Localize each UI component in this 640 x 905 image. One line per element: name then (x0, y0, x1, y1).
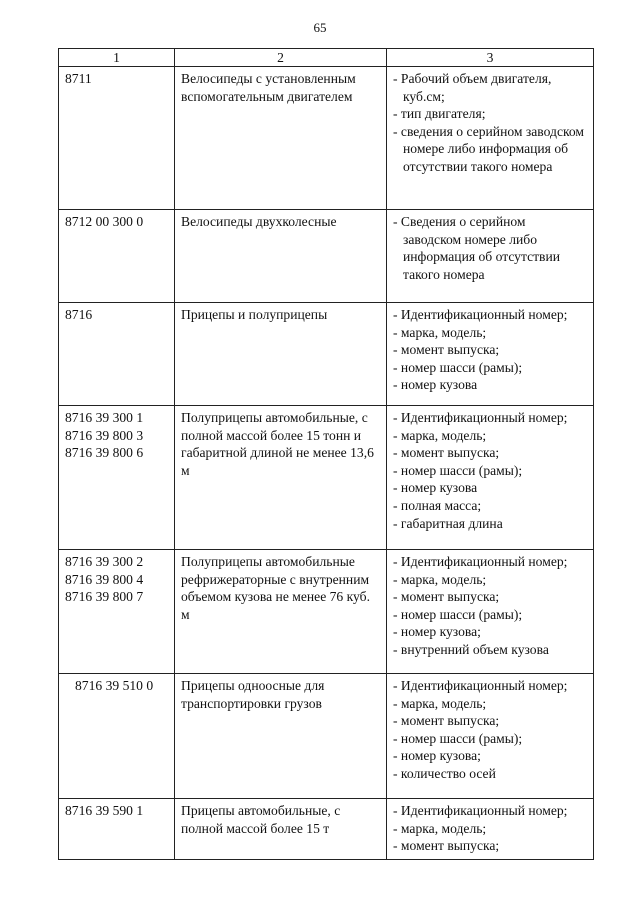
code-value: 8716 39 800 4 (65, 571, 144, 587)
parameter-item: - номер шасси (рамы); (393, 462, 523, 478)
description-cell (175, 67, 387, 210)
column-header-3: 3 (387, 49, 594, 67)
description-text: Велосипеды с установленным вспомогательным двигателем (181, 71, 356, 104)
table-header-row (59, 49, 594, 67)
parameter-item: - номер кузова (393, 377, 478, 393)
parameter-item: - Идентификационный номер; (393, 410, 568, 425)
code-value: 8716 39 300 2 (65, 554, 144, 569)
parameters-cell (387, 406, 594, 550)
code-value: 8716 39 510 0 (75, 678, 154, 693)
code-cell (59, 550, 175, 674)
table-row (59, 550, 594, 674)
description-cell (175, 303, 387, 406)
code-value: 8712 00 300 0 (65, 214, 144, 229)
parameter-item: - Идентификационный номер; (393, 307, 568, 322)
description-text: Прицепы автомобильные, с полной массой более 15 т (181, 803, 341, 836)
table-row (59, 406, 594, 550)
parameter-item: - полная масса; (393, 497, 482, 513)
parameter-item: - номер шасси (рамы); (393, 359, 523, 375)
parameters-cell (387, 550, 594, 674)
parameter-item: - внутренний объем кузова (393, 641, 549, 657)
parameter-item: - Сведения о серийном заводском номере либо информация об отсутствии такого номера (393, 214, 561, 282)
table-row (59, 67, 594, 210)
table-row (59, 799, 594, 860)
description-text: Полуприцепы автомобильные рефрижераторные с внутренним объемом кузова не менее 76 куб. м (181, 554, 370, 622)
parameter-item: - марка, модель; (393, 571, 487, 587)
table-row (59, 210, 594, 303)
parameter-item: - момент выпуска; (393, 713, 500, 729)
code-cell (59, 674, 175, 799)
parameter-item: - марка, модель; (393, 324, 487, 340)
code-value: 8716 39 800 3 (65, 427, 144, 443)
parameters-cell (387, 799, 594, 860)
code-cell (59, 303, 175, 406)
description-text: Полуприцепы автомобильные, с полной массой более 15 тонн и габаритной длиной не менее 13,6 м (181, 410, 374, 478)
parameter-item: - Рабочий объем двигателя, куб.см; (393, 71, 552, 104)
description-cell (175, 210, 387, 303)
parameter-item: - марка, модель; (393, 695, 487, 711)
parameters-cell (387, 674, 594, 799)
parameter-item: - Идентификационный номер; (393, 554, 568, 569)
table-row (59, 674, 594, 799)
code-cell (59, 799, 175, 860)
parameters-cell (387, 210, 594, 303)
code-cell (59, 67, 175, 210)
parameter-item: - момент выпуска; (393, 342, 500, 358)
code-value: 8711 (65, 71, 92, 86)
parameter-item: - номер кузова; (393, 624, 481, 640)
code-value: 8716 39 590 1 (65, 803, 144, 818)
description-cell (175, 550, 387, 674)
parameter-item: - момент выпуска; (393, 589, 500, 605)
parameter-item: - номер кузова (393, 480, 478, 496)
parameter-item: - марка, модель; (393, 427, 487, 443)
parameter-item: - сведения о серийном заводском номере либо информация об отсутствии такого номера (393, 123, 585, 174)
description-text: Прицепы и полуприцепы (181, 307, 328, 322)
code-value: 8716 39 300 1 (65, 410, 144, 425)
goods-parameters-table (58, 48, 594, 860)
code-cell (59, 406, 175, 550)
parameter-item: - количество осей (393, 765, 496, 781)
parameter-item: - Идентификационный номер; (393, 803, 568, 818)
parameter-item: - момент выпуска; (393, 838, 500, 854)
code-value: 8716 (65, 307, 93, 322)
description-cell (175, 406, 387, 550)
description-text: Прицепы одноосные для транспортировки грузов (181, 678, 325, 711)
code-value: 8716 39 800 6 (65, 445, 144, 461)
parameter-item: - тип двигателя; (393, 106, 486, 122)
parameters-cell (387, 303, 594, 406)
parameter-item: - Идентификационный номер; (393, 678, 568, 693)
parameter-item: - номер шасси (рамы); (393, 730, 523, 746)
description-cell (175, 799, 387, 860)
code-cell (59, 210, 175, 303)
code-value: 8716 39 800 7 (65, 589, 144, 605)
parameter-item: - номер кузова; (393, 748, 481, 764)
column-header-1: 1 (59, 49, 175, 67)
table-row (59, 303, 594, 406)
description-cell (175, 674, 387, 799)
parameters-cell (387, 67, 594, 210)
parameter-item: - марка, модель; (393, 820, 487, 836)
column-header-2: 2 (175, 49, 387, 67)
parameter-item: - габаритная длина (393, 515, 503, 531)
parameter-item: - момент выпуска; (393, 445, 500, 461)
description-text: Велосипеды двухколесные (181, 214, 337, 229)
page-number: 65 (313, 20, 327, 35)
parameter-item: - номер шасси (рамы); (393, 606, 523, 622)
